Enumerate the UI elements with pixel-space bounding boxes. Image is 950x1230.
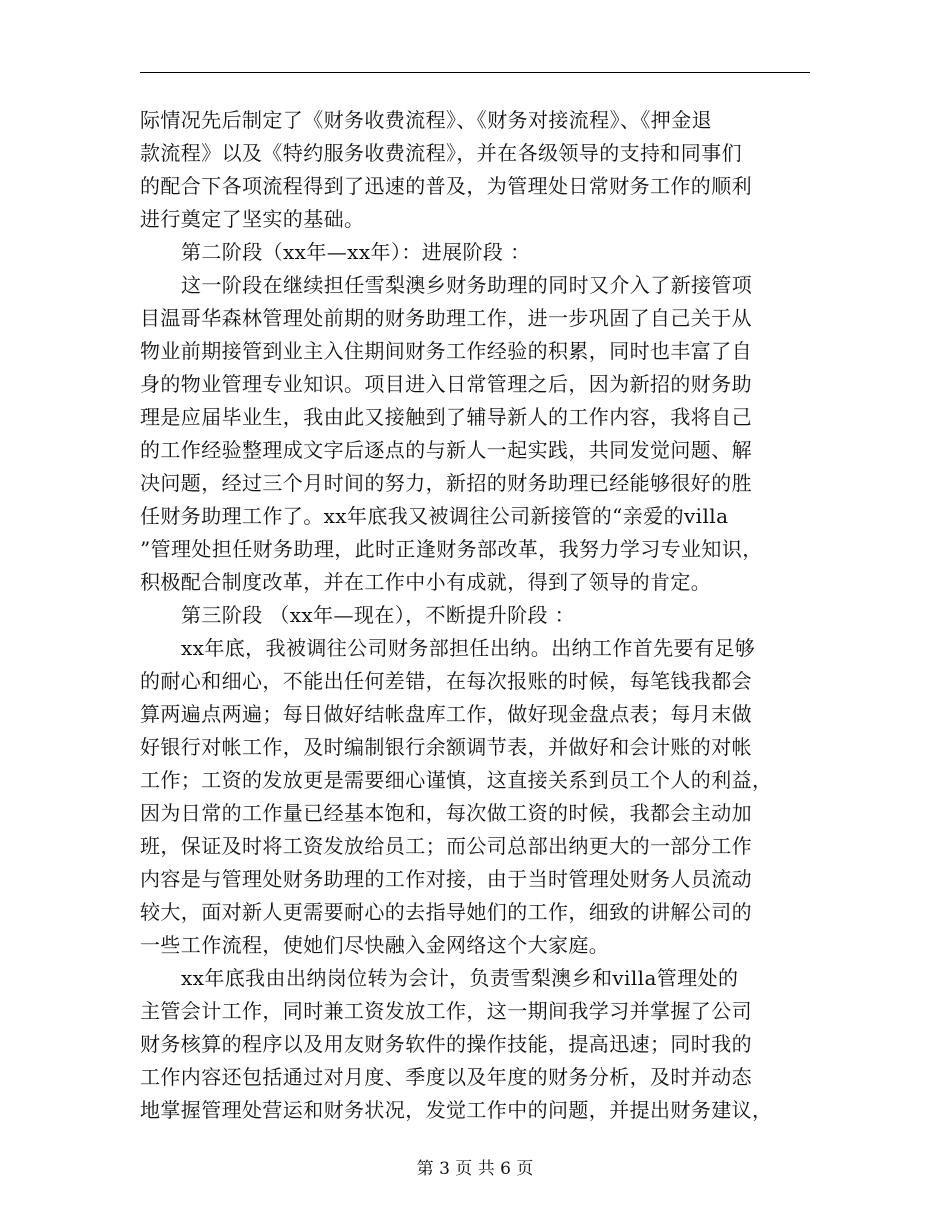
text-line: 第三阶段 （xx年—现在），不断提升阶段 ： xyxy=(181,603,576,627)
text-line: 工作内容还包括通过对月度、季度以及年度的财务分析，及时并动态 xyxy=(140,1065,752,1089)
text-line: 算两遍点两遍；每日做好结帐盘库工作，做好现金盘点表；每月末做 xyxy=(140,702,752,726)
text-line: 理是应届毕业生，我由此又接触到了辅导新人的工作内容，我将自己 xyxy=(140,405,752,429)
text-line: 好银行对帐工作，及时编制银行余额调节表，并做好和会计账的对帐 xyxy=(140,735,752,759)
text-line: 际情况先后制定了《财务收费流程》、《财务对接流程》、《押金退 xyxy=(140,108,712,132)
text-line: xx年底，我被调往公司财务部担任出纳。出纳工作首先要有足够 xyxy=(181,636,756,660)
text-line: 内容是与管理处财务助理的工作对接，由于当时管理处财务人员流动 xyxy=(140,867,752,891)
text-line: 目温哥华森林管理处前期的财务助理工作，进一步巩固了自己关于从 xyxy=(140,306,752,330)
text-line: 工作；工资的发放更是需要细心谨慎，这直接关系到员工个人的利益， xyxy=(140,768,773,792)
text-line: 的工作经验整理成文字后逐点的与新人一起实践，共同发觉问题、解 xyxy=(140,438,752,462)
text-line: 第二阶段（xx年—xx年）：进展阶段 ： xyxy=(181,240,531,264)
text-line: 班，保证及时将工资发放给员工；而公司总部出纳更大的一部分工作 xyxy=(140,834,752,858)
text-line: 主管会计工作，同时兼工资发放工作，这一期间我学习并掌握了公司 xyxy=(140,999,752,1023)
text-line: 进行奠定了坚实的基础。 xyxy=(140,207,365,231)
text-line: 的配合下各项流程得到了迅速的普及，为管理处日常财务工作的顺利 xyxy=(140,174,752,198)
text-line: 因为日常的工作量已经基本饱和，每次做工资的时候，我都会主动加 xyxy=(140,801,752,825)
text-line: 财务核算的程序以及用友财务软件的操作技能，提高迅速；同时我的 xyxy=(140,1032,752,1056)
text-line: ”管理处担任财务助理，此时正逢财务部改革，我努力学习专业知识， xyxy=(140,537,763,561)
text-line: 款流程》以及《特约服务收费流程》，并在各级领导的支持和同事们 xyxy=(140,141,742,165)
text-line: 地掌握管理处营运和财务状况，发觉工作中的问题，并提出财务建议， xyxy=(140,1098,773,1122)
text-line: 的耐心和细心，不能出任何差错，在每次报账的时候，每笔钱我都会 xyxy=(140,669,752,693)
text-line: 决问题，经过三个月时间的努力，新招的财务助理已经能够很好的胜 xyxy=(140,471,752,495)
text-line: 一些工作流程，使她们尽快融入金网络这个大家庭。 xyxy=(140,933,610,957)
text-line: 物业前期接管到业主入住期间财务工作经验的积累，同时也丰富了自 xyxy=(140,339,752,363)
text-line: 这一阶段在继续担任雪梨澳乡财务助理的同时又介入了新接管项 xyxy=(181,273,753,297)
header-rule xyxy=(140,72,810,73)
text-line: xx年底我由出纳岗位转为会计，负责雪梨澳乡和villa管理处的 xyxy=(181,966,739,990)
document-body xyxy=(140,104,816,1127)
text-line: 身的物业管理专业知识。项目进入日常管理之后，因为新招的财务助 xyxy=(140,372,752,396)
text-line: 积极配合制度改革，并在工作中小有成就，得到了领导的肯定。 xyxy=(140,570,712,594)
text-line: 较大，面对新人更需要耐心的去指导她们的工作，细致的讲解公司的 xyxy=(140,900,752,924)
text-line: 任财务助理工作了。xx年底我又被调往公司新接管的“亲爱的villa xyxy=(140,504,729,528)
page-footer: 第 3 页 共 6 页 xyxy=(416,1159,534,1179)
